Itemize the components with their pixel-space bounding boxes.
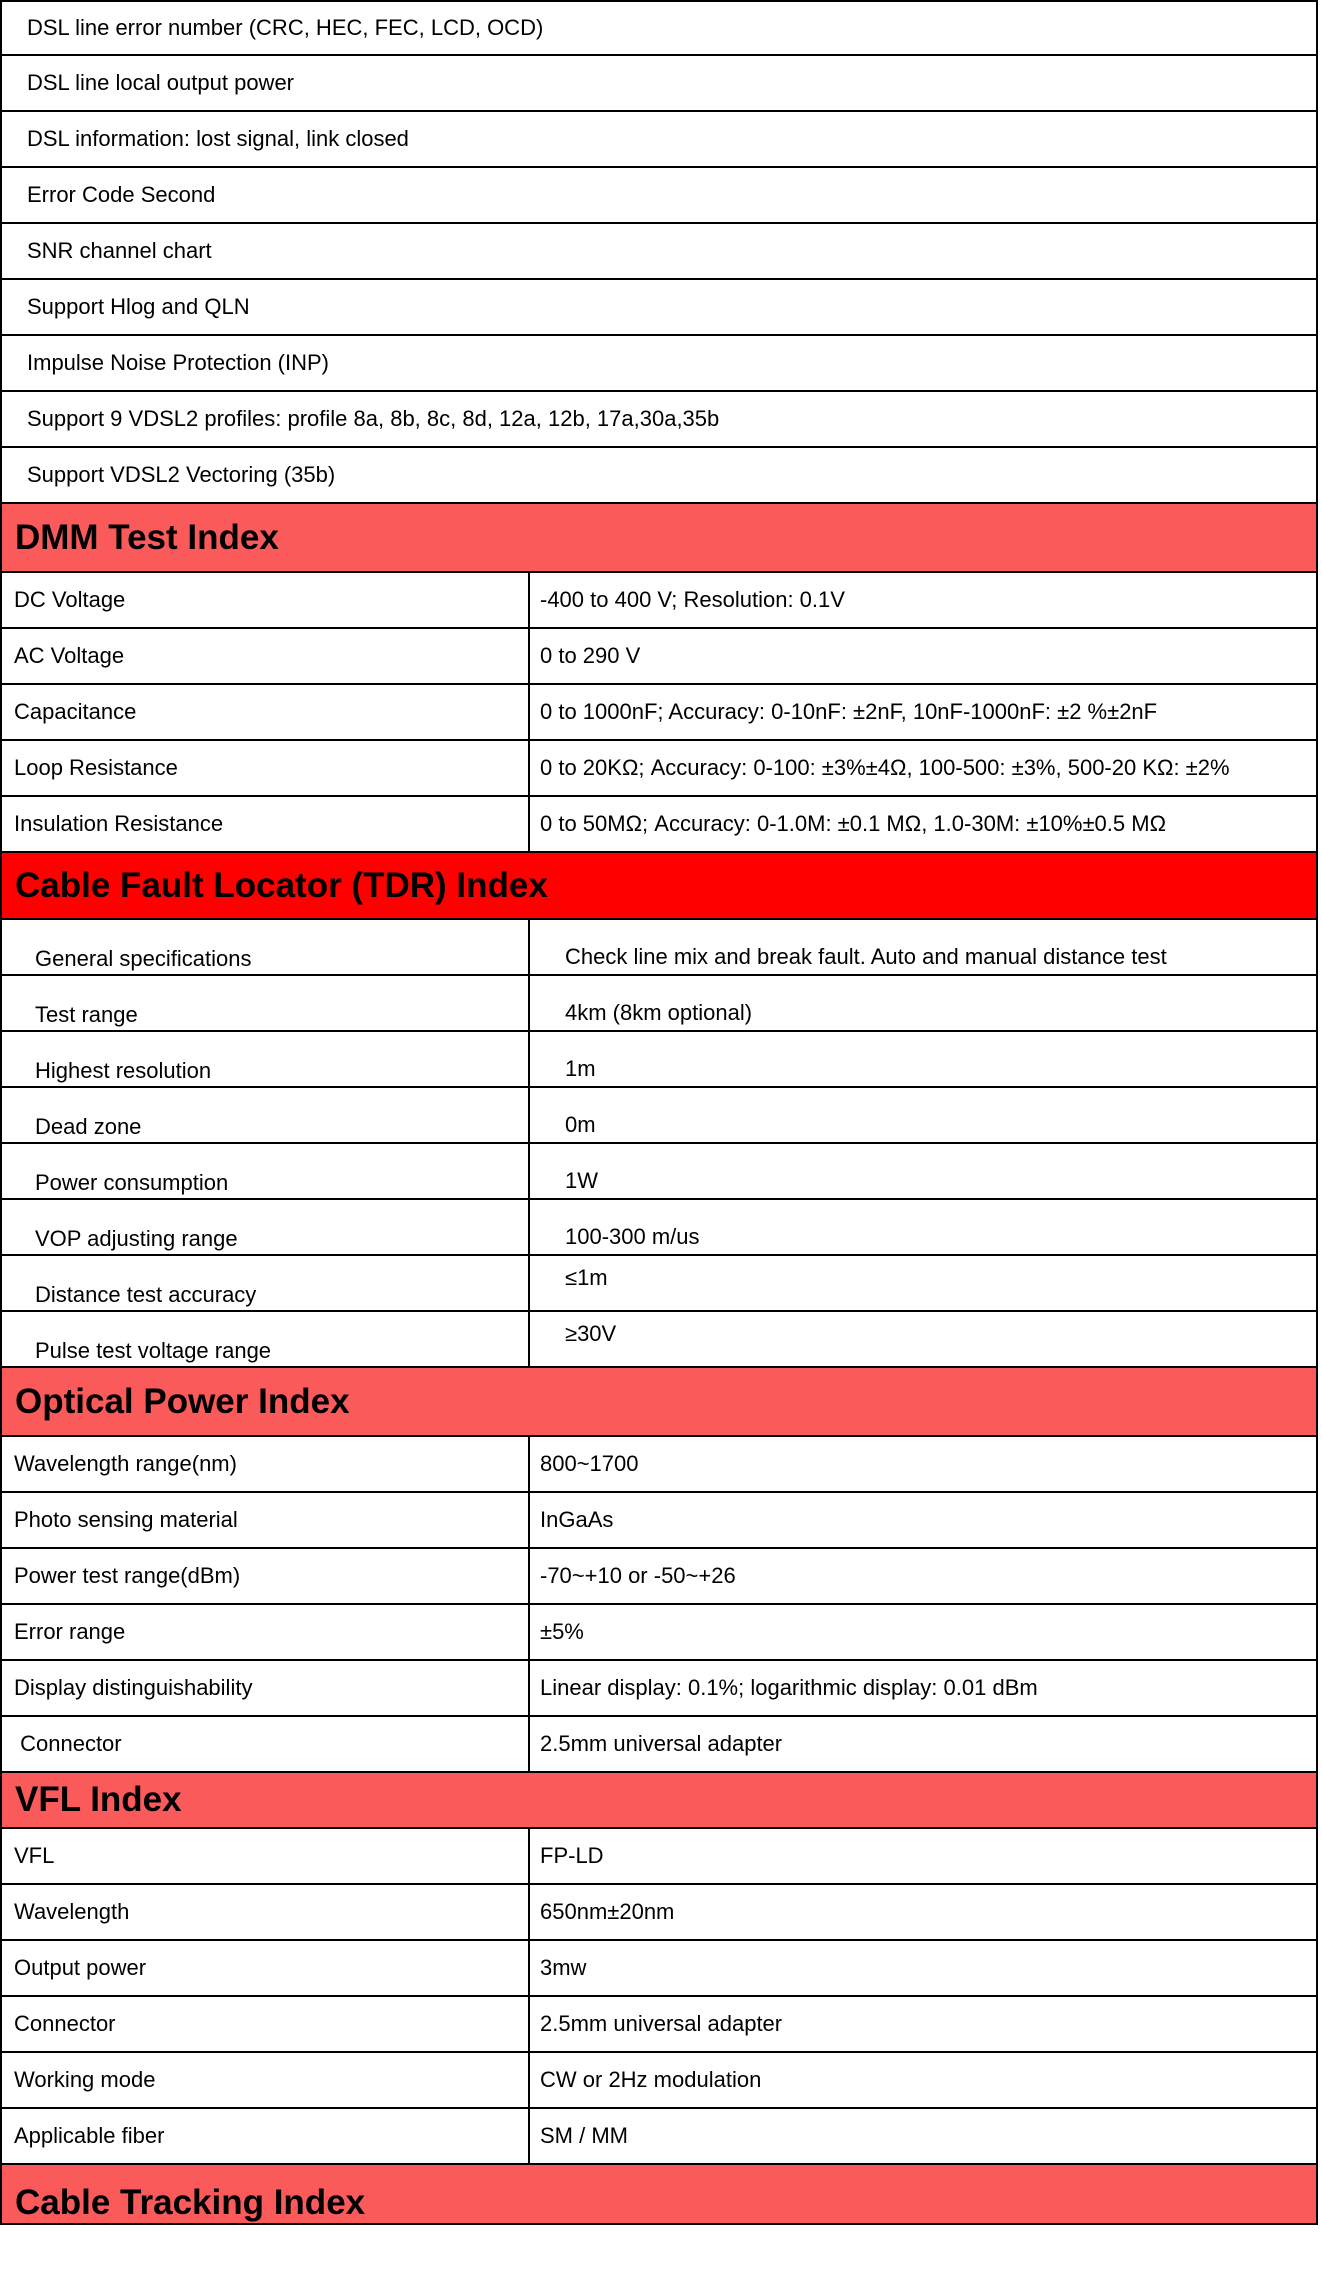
tdr-row [0,1200,1318,1256]
spec-value: 0m [565,1112,596,1137]
spec-label: Working mode [2,2053,530,2107]
spec-value: -70~+10 or -50~+26 [540,1563,736,1588]
dsl-item: SNR channel chart [0,224,1318,280]
spec-label: VOP adjusting range [2,1200,530,1254]
tdr-row [0,1312,1318,1368]
spec-label: DC Voltage [2,573,530,627]
spec-label: Display distinguishability [2,1661,530,1715]
optical-row [0,1661,1318,1717]
spec-value: Check line mix and break fault. Auto and manual distance test [565,944,1167,969]
spec-value: FP-LD [540,1843,604,1868]
dsl-item: Support VDSL2 Vectoring (35b) [0,448,1318,504]
dmm-section-header: DMM Test Index [0,504,1318,573]
spec-label: VFL [2,1829,530,1883]
dmm-row [0,797,1318,853]
vfl-row [0,1941,1318,1997]
spec-label: Loop Resistance [2,741,530,795]
spec-value: 800~1700 [540,1451,639,1476]
vfl-row [0,2109,1318,2165]
spec-value: ≥30V [565,1321,617,1346]
dmm-row [0,685,1318,741]
spec-value: CW or 2Hz modulation [540,2067,762,2092]
spec-label: Applicable fiber [2,2109,530,2163]
dsl-item: Error Code Second [0,168,1318,224]
tdr-row [0,1032,1318,1088]
spec-label: General specifications [2,920,530,974]
dsl-item: DSL line error number (CRC, HEC, FEC, LCD, OCD) [0,0,1318,56]
dmm-row [0,629,1318,685]
dsl-item: Impulse Noise Protection (INP) [0,336,1318,392]
spec-label: Pulse test voltage range [2,1312,530,1366]
spec-value: 2.5mm universal adapter [540,2011,783,2036]
spec-value: SM / MM [540,2123,628,2148]
optical-row [0,1605,1318,1661]
optical-row [0,1437,1318,1493]
spec-label: Photo sensing material [2,1493,530,1547]
spec-value: ≤1m [565,1265,608,1290]
spec-label: Wavelength [2,1885,530,1939]
spec-value: 0 to 50MΩ; Accuracy: 0-1.0M: ±0.1 MΩ, 1.0-30M: ±10%±0.5 MΩ [540,811,1167,836]
dmm-row [0,741,1318,797]
vfl-row [0,1997,1318,2053]
optical-row [0,1549,1318,1605]
optical-section-header: Optical Power Index [0,1368,1318,1437]
vfl-section-header: VFL Index [0,1773,1318,1829]
spec-label: Connector [2,1997,530,2051]
spec-value: -400 to 400 V; Resolution: 0.1V [540,587,845,612]
dsl-item: DSL information: lost signal, link closed [0,112,1318,168]
spec-value: InGaAs [540,1507,614,1532]
spec-value: 100-300 m/us [565,1224,700,1249]
spec-value: ±5% [540,1619,584,1644]
tdr-row [0,1088,1318,1144]
spec-value: 1m [565,1056,596,1081]
spec-value: 0 to 1000nF; Accuracy: 0-10nF: ±2nF, 10nF-1000nF: ±2 %±2nF [540,699,1158,724]
spec-label: Wavelength range(nm) [2,1437,530,1491]
spec-value: 650nm±20nm [540,1899,675,1924]
spec-label: Output power [2,1941,530,1995]
tdr-row [0,1144,1318,1200]
vfl-row [0,2053,1318,2109]
spec-label: Distance test accuracy [2,1256,530,1310]
spec-label: Power consumption [2,1144,530,1198]
vfl-row [0,1885,1318,1941]
spec-value: 3mw [540,1955,587,1980]
spec-label: Error range [2,1605,530,1659]
spec-value: 4km (8km optional) [565,1000,753,1025]
dsl-item: Support 9 VDSL2 profiles: profile 8a, 8b, 8c, 8d, 12a, 12b, 17a,30a,35b [0,392,1318,448]
tdr-row [0,920,1318,976]
dsl-item: Support Hlog and QLN [0,280,1318,336]
dmm-row [0,573,1318,629]
spec-label: Dead zone [2,1088,530,1142]
spec-value: Linear display: 0.1%; logarithmic display: 0.01 dBm [540,1675,1038,1700]
spec-label: AC Voltage [2,629,530,683]
spec-label: Power test range(dBm) [2,1549,530,1603]
spec-value: 2.5mm universal adapter [540,1731,783,1756]
spec-value: 0 to 20KΩ; Accuracy: 0-100: ±3%±4Ω, 100-500: ±3%, 500-20 KΩ: ±2% [540,755,1230,780]
optical-row [0,1717,1318,1773]
tdr-row [0,976,1318,1032]
spec-value: 1W [565,1168,598,1193]
spec-label: Highest resolution [2,1032,530,1086]
spec-label: Connector [2,1717,530,1771]
spec-value: 0 to 290 V [540,643,641,668]
dsl-item: DSL line local output power [0,56,1318,112]
spec-label: Insulation Resistance [2,797,530,851]
vfl-row [0,1829,1318,1885]
tdr-row [0,1256,1318,1312]
spec-label: Test range [2,976,530,1030]
spec-label: Capacitance [2,685,530,739]
cable-tracking-section-header: Cable Tracking Index [0,2165,1318,2225]
optical-row [0,1493,1318,1549]
tdr-section-header: Cable Fault Locator (TDR) Index [0,853,1318,920]
